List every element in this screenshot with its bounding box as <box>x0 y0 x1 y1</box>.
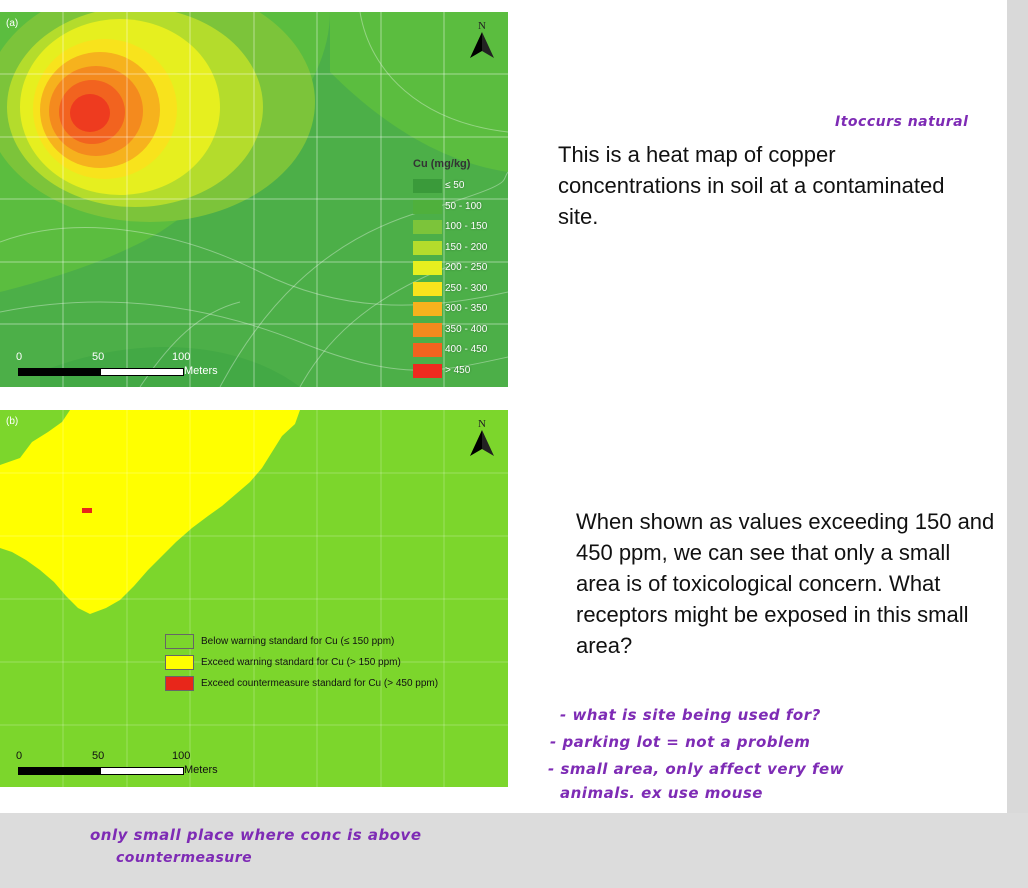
scale-tick: 100 <box>172 750 191 762</box>
scale-unit: Meters <box>184 764 218 776</box>
legend-row <box>165 634 508 655</box>
scale-tick: 0 <box>16 750 23 762</box>
handwritten-note: - small area, only affect very few <box>548 760 845 778</box>
north-arrow <box>470 20 494 63</box>
threshold-description: When shown as values exceeding 150 and 450 ppm, we can see that only a small area is of toxicological concern. What receptors might be exposed in this small area? <box>576 509 995 658</box>
legend-row <box>165 676 508 697</box>
north-arrow-icon <box>470 430 494 456</box>
legend-label: Below warning standard for Cu (≤ 150 ppm) <box>201 636 395 647</box>
scale-bar <box>16 351 256 381</box>
legend-label: > 450 <box>445 364 471 376</box>
legend-swatch <box>413 261 442 275</box>
legend-swatch <box>413 220 442 234</box>
legend-swatch <box>413 323 442 337</box>
scale-tick: 50 <box>92 351 105 363</box>
heatmap-description: This is a heat map of copper concentrations in soil at a contaminated site. <box>558 142 945 229</box>
threshold-map-image <box>0 410 508 787</box>
north-label: N <box>478 418 486 430</box>
legend-label: 200 - 250 <box>445 262 488 273</box>
scrollbar[interactable] <box>1007 0 1028 813</box>
legend-label: 300 - 350 <box>445 303 488 314</box>
legend-label: ≤ 50 <box>445 180 465 191</box>
scale-unit: Meters <box>184 365 218 377</box>
north-arrow-icon <box>470 32 494 58</box>
handwritten-note: - parking lot = not a problem <box>550 733 811 751</box>
scale-tick: 0 <box>16 351 23 363</box>
scale-tick: 100 <box>172 351 191 363</box>
legend-label: 150 - 200 <box>445 241 488 253</box>
panel-label-a: (a) <box>6 18 19 29</box>
legend-label: 400 - 450 <box>445 344 488 355</box>
legend-label: 350 - 400 <box>445 323 488 335</box>
scale-tick: 50 <box>92 750 105 762</box>
legend-swatch <box>413 200 442 214</box>
legend-swatch <box>413 364 442 378</box>
legend-swatch <box>413 282 442 296</box>
legend-swatch <box>165 676 194 691</box>
handwritten-note: countermeasure <box>116 850 253 866</box>
threshold-map <box>0 410 508 787</box>
handwritten-note: animals. ex use mouse <box>560 784 763 802</box>
legend-row <box>165 655 508 676</box>
legend-swatch <box>413 241 442 255</box>
handwritten-note: only small place where conc is above <box>90 826 422 844</box>
legend-label: 100 - 150 <box>445 221 488 232</box>
legend-swatch <box>165 655 194 670</box>
panel-label-b: (b) <box>6 416 19 427</box>
legend-label: 250 - 300 <box>445 282 488 294</box>
copper-heatmap <box>0 12 508 387</box>
north-label: N <box>478 20 486 32</box>
legend-title: Cu (mg/kg) <box>413 158 471 170</box>
handwritten-note: - what is site being used for? <box>560 706 821 724</box>
legend-label: Exceed warning standard for Cu (> 150 ppm) <box>201 657 401 668</box>
legend-swatch <box>165 634 194 649</box>
scale-bar <box>16 750 256 780</box>
legend-label: 50 - 100 <box>445 200 482 212</box>
threshold-legend <box>165 634 508 697</box>
north-arrow <box>470 418 494 461</box>
handwritten-note: Itoccurs natural <box>835 114 969 130</box>
scale-bar-graphic <box>18 767 184 775</box>
legend-label: Exceed countermeasure standard for Cu (> 450 ppm) <box>201 678 439 689</box>
legend-swatch <box>413 179 442 193</box>
legend-swatch <box>413 302 442 316</box>
legend-swatch <box>413 343 442 357</box>
scale-bar-graphic <box>18 368 184 376</box>
